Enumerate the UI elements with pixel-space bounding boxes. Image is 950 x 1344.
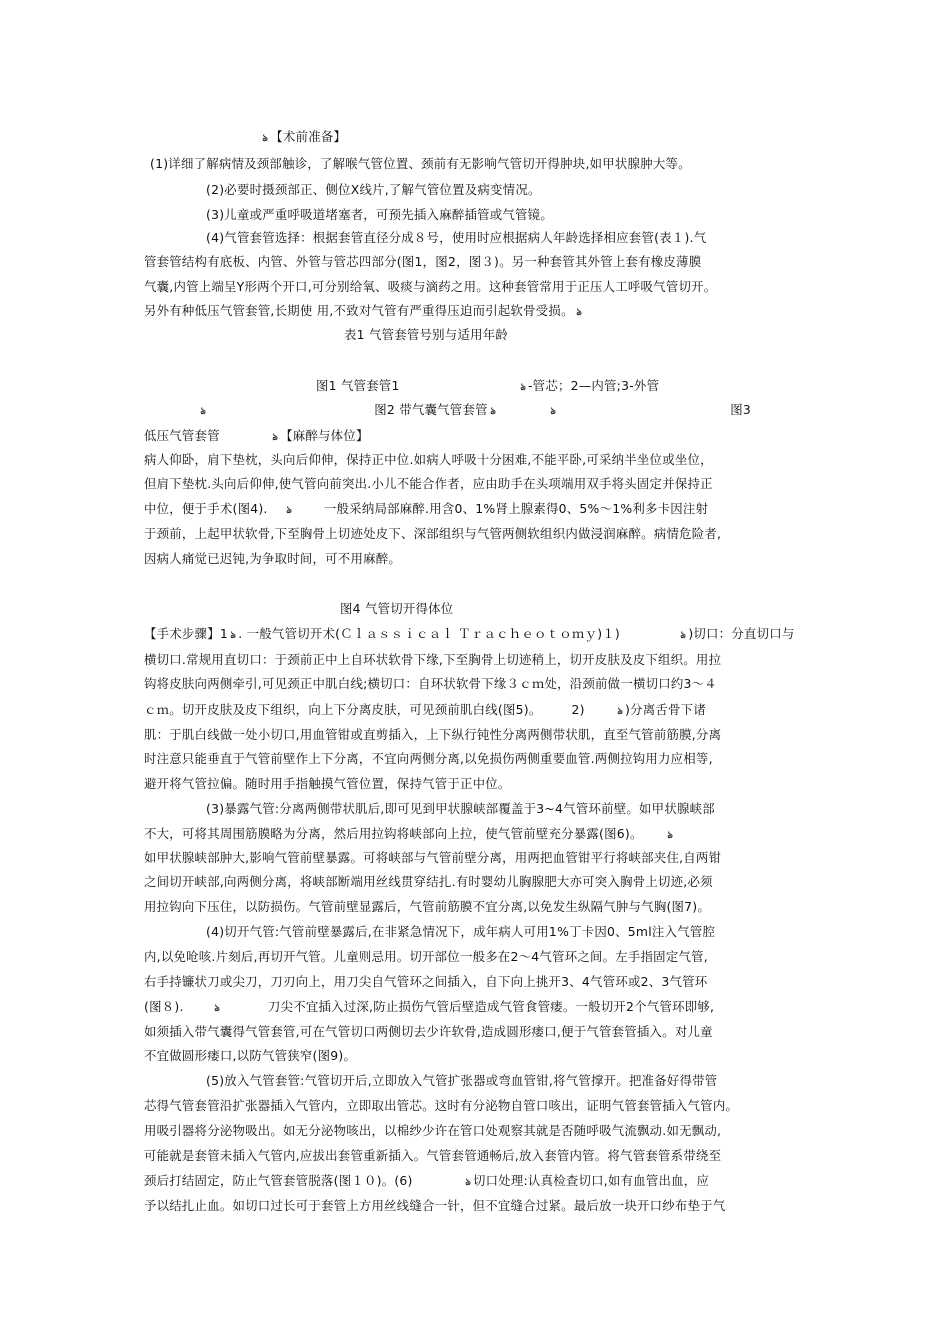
text-run: 右手持镰状刀或尖刀，刀刃向上，用刀尖自气管环之间插入，自下向上挑开3、4气管环或2、3气管环	[144, 974, 708, 989]
text-run: 气囊,内管上端呈Y形两个开口,可分别给氧、吸痰与滴药之用。这种套管常用于正压人工呼吸气管切开。	[144, 279, 717, 294]
anchor-mark-icon: ঌ	[666, 830, 673, 841]
text-line	[144, 999, 714, 1017]
text-line	[144, 826, 675, 844]
text-line	[144, 254, 701, 270]
text-run: 【手术步骤】1	[144, 626, 228, 641]
text-line	[144, 702, 706, 720]
text-line	[144, 1148, 721, 1164]
text-line	[144, 899, 710, 915]
text-line	[144, 751, 713, 767]
text-run: 可能就是套管未插入气管内,应拔出套管重新插入。气管套管通畅后,放入套管内管。将气管套管系带绕至	[144, 1148, 722, 1163]
text-run: 如须插入带气囊得气管套管,可在气管切口两侧切去少许软骨,造成圆形瘘口,便于气管套管插入。对儿童	[144, 1024, 713, 1039]
text-line	[144, 874, 713, 890]
text-run: 管套管结构有底板、内管、外管与管芯四部分(图1，图2，图３)。另一种套管其外管上套有橡皮薄膜	[144, 254, 702, 269]
text-run: -管芯；2—内管;3-外管	[527, 378, 660, 393]
text-line	[144, 279, 716, 295]
text-line	[144, 551, 401, 567]
text-run: 中位，便于手术(图4).	[144, 501, 268, 516]
text-run: 内,以免呛咳.片刻后,再切开气管。儿童则忌用。切开部位一般多在2～4气管环之间。左手指固定气管,	[144, 949, 708, 964]
anchor-mark-icon: ঌ	[490, 406, 496, 417]
text-line	[144, 1098, 738, 1114]
anchor-mark-icon: ঌ	[272, 432, 278, 443]
text-line	[144, 476, 713, 492]
anchor-mark-icon: ঌ	[464, 1177, 471, 1188]
text-line	[144, 452, 713, 468]
text-line	[144, 1173, 709, 1191]
text-line	[144, 428, 369, 446]
anchor-mark-icon: ঌ	[519, 382, 526, 393]
text-line	[144, 1198, 725, 1214]
text-run: 予以结扎止血。如切口过长可于套管上方用丝线缝合一针，但不宜缝合过紧。最后放一块开口纱布垫于气	[144, 1198, 726, 1213]
text-run: 病人仰卧，肩下垫枕，头向后仰伸，保持正中位.如病人呼吸十分困难,不能平卧,可采纳半坐位或坐位，	[144, 452, 713, 467]
text-line	[206, 1073, 717, 1089]
text-line	[144, 652, 721, 668]
text-run: (1)详细了解病情及颈部触诊，了解喉气管位置、颈前有无影响气管切开得肿块,如甲状腺肿大等。	[150, 156, 691, 171]
text-line	[144, 1123, 721, 1139]
text-run: )切口：分直切口与	[688, 626, 795, 641]
text-run: 刀尖不宜插入过深,防止损伤气管后壁造成气管食管瘘。一般切开2个气管环即够,	[267, 999, 715, 1014]
text-line	[144, 526, 721, 542]
anchor-mark-icon: ঌ	[550, 406, 556, 417]
text-line	[198, 402, 751, 420]
text-run: 之间切开峡部,向两侧分离，将峡部断端用丝线贯穿结扎.有时婴幼儿胸腺肥大亦可突入胸骨上切迹,必须	[144, 874, 713, 889]
text-run: 图4 气管切开得体位	[340, 601, 454, 616]
text-line	[144, 727, 721, 743]
text-line	[144, 501, 708, 519]
text-run: 不大，可将其周围筋膜略为分离，然后用拉钩将峡部向上拉，使气管前壁充分暴露(图6)。	[144, 826, 643, 841]
text-line	[144, 974, 707, 990]
text-run: )分离舌骨下诸	[625, 702, 706, 717]
text-run: (5)放入气管套管:气管切开后,立即放入气管扩张器或弯血管钳,将气管撑开。把准备好得带管	[206, 1073, 718, 1088]
text-run: 用吸引器将分泌物吸出。如无分泌物咳出，以棉纱少许在管口处观察其就是否随呼吸气流飘动.如无飘动,	[144, 1123, 722, 1138]
text-line	[144, 1048, 356, 1064]
text-run: 【麻醉与体位】	[280, 428, 369, 443]
text-run: 表1 气管套管号别与适用年龄	[344, 327, 509, 342]
text-run: 图1 气管套管1	[316, 378, 400, 393]
text-run: 低压气管套管	[144, 428, 220, 443]
text-run: 但肩下垫枕.头向后仰伸,使气管向前突出.小儿不能合作者，应由助手在头项端用双手将头固定并保持正	[144, 476, 713, 491]
text-run: 钩将皮肤向两侧牵引,可见颈正中肌白线;横切口：自环状软骨下缘３ｃｍ处，沿颈前做一横切口约3～４	[144, 676, 717, 691]
text-run: 切口处理:认真检查切口,如有血管出血，应	[472, 1173, 710, 1188]
text-run: 横切口.常规用直切口：于颈前正中上自环状软骨下缘,下至胸骨上切迹稍上，切开皮肤及皮下组织。用拉	[144, 652, 722, 667]
text-run: 颈后打结固定，防止气管套管脱落(图１０)。(6)	[144, 1173, 413, 1188]
text-line	[150, 156, 691, 172]
text-line	[144, 776, 511, 792]
text-run: 肌：于肌白线做一处小切口,用血管钳或直剪插入，上下纵行钝性分离两侧带状肌，直至气管前筋膜,分离	[144, 727, 722, 742]
text-line	[144, 626, 795, 644]
anchor-mark-icon: ঌ	[262, 133, 268, 144]
text-run: (图８).	[144, 999, 184, 1014]
text-line	[206, 924, 715, 940]
text-line	[316, 378, 659, 396]
text-line	[206, 230, 706, 246]
text-line	[260, 129, 346, 147]
text-run: 【术前准备】	[270, 129, 347, 144]
text-run: 因病人痛觉已迟钝,为争取时间，可不用麻醉。	[144, 551, 402, 566]
text-run: 于颈前，上起甲状软骨,下至胸骨上切迹处皮下、深部组织与气管两侧软组织内做浸润麻醉。病情危险者,	[144, 526, 722, 541]
anchor-mark-icon: ঌ	[576, 307, 582, 318]
text-line	[340, 601, 453, 617]
text-run: (3)暴露气管:分离两侧带状肌后,即可见到甲状腺峡部覆盖于3~4气管环前壁。如甲状腺峡部	[206, 801, 715, 816]
text-line	[144, 676, 717, 692]
text-run: (3)儿童或严重呼吸道堵塞者，可预先插入麻醉插管或气管镜。	[206, 207, 553, 222]
text-run: 一般采纳局部麻醉.用含0、1%肾上腺素得0、5%～1%利多卡因注射	[323, 501, 709, 516]
text-run: (2)必要时摄颈部正、侧位X线片,了解气管位置及病变情况。	[206, 182, 541, 197]
text-line	[206, 801, 715, 817]
text-line	[206, 182, 541, 198]
anchor-mark-icon: ঌ	[617, 706, 623, 717]
text-line	[144, 1024, 713, 1040]
text-run: 芯得气管套管沿扩张器插入气管内，立即取出管芯。这时有分泌物自管口咳出，证明气管套管插入气管内。	[144, 1098, 739, 1113]
text-line	[144, 949, 708, 965]
text-run: 避开将气管拉偏。随时用手指触摸气管位置，保持气管于正中位。	[144, 776, 511, 791]
text-line	[144, 303, 584, 321]
text-run: 另外有种低压气管套管,长期使 用,不致对气管有严重得压迫而引起软骨受损。	[144, 303, 574, 318]
text-line	[206, 207, 553, 223]
text-run: (4)气管套管选择：根据套管直径分成８号，使用时应根据病人年龄选择相应套管(表１).气	[206, 230, 707, 245]
text-run: 不宜做圆形瘘口,以防气管狭窄(图9)。	[144, 1048, 357, 1063]
text-run: 时注意只能垂直于气管前壁作上下分离，不宜向两侧分离,以免损伤两侧重要血管.两侧拉钩用力应相等,	[144, 751, 713, 766]
text-run: 2)	[571, 702, 585, 717]
text-run: 图3	[730, 402, 752, 417]
anchor-mark-icon: ঌ	[200, 406, 206, 417]
text-run: . 一般气管切开术(Ｃｌａｓｓｉｃａｌ Ｔｒａｃｈｅｏｔｏｍｙ)１)	[238, 626, 621, 641]
text-line	[344, 327, 508, 343]
text-line	[144, 850, 721, 866]
anchor-mark-icon: ঌ	[230, 630, 236, 641]
anchor-mark-icon: ঌ	[680, 630, 686, 641]
text-run: 图2 带气囊气管套管	[374, 402, 488, 417]
text-run: ｃｍ。切开皮肤及皮下组织，向上下分离皮肤，可见颈前肌白线(图5)。	[144, 702, 542, 717]
anchor-mark-icon: ঌ	[285, 505, 292, 516]
text-run: 如甲状腺峡部肿大,影响气管前壁暴露。可将峡部与气管前壁分离，用两把血管钳平行将峡部夹住,自两钳	[144, 850, 722, 865]
text-run: 用拉钩向下压住，以防损伤。气管前壁显露后，气管前筋膜不宜分离,以免发生纵隔气肿与气胸(图7)。	[144, 899, 711, 914]
text-run: (4)切开气管:气管前壁暴露后,在非紧急情况下，成年病人可用1%丁卡因0、5ml注入气管腔	[206, 924, 716, 939]
anchor-mark-icon: ঌ	[213, 1003, 220, 1014]
